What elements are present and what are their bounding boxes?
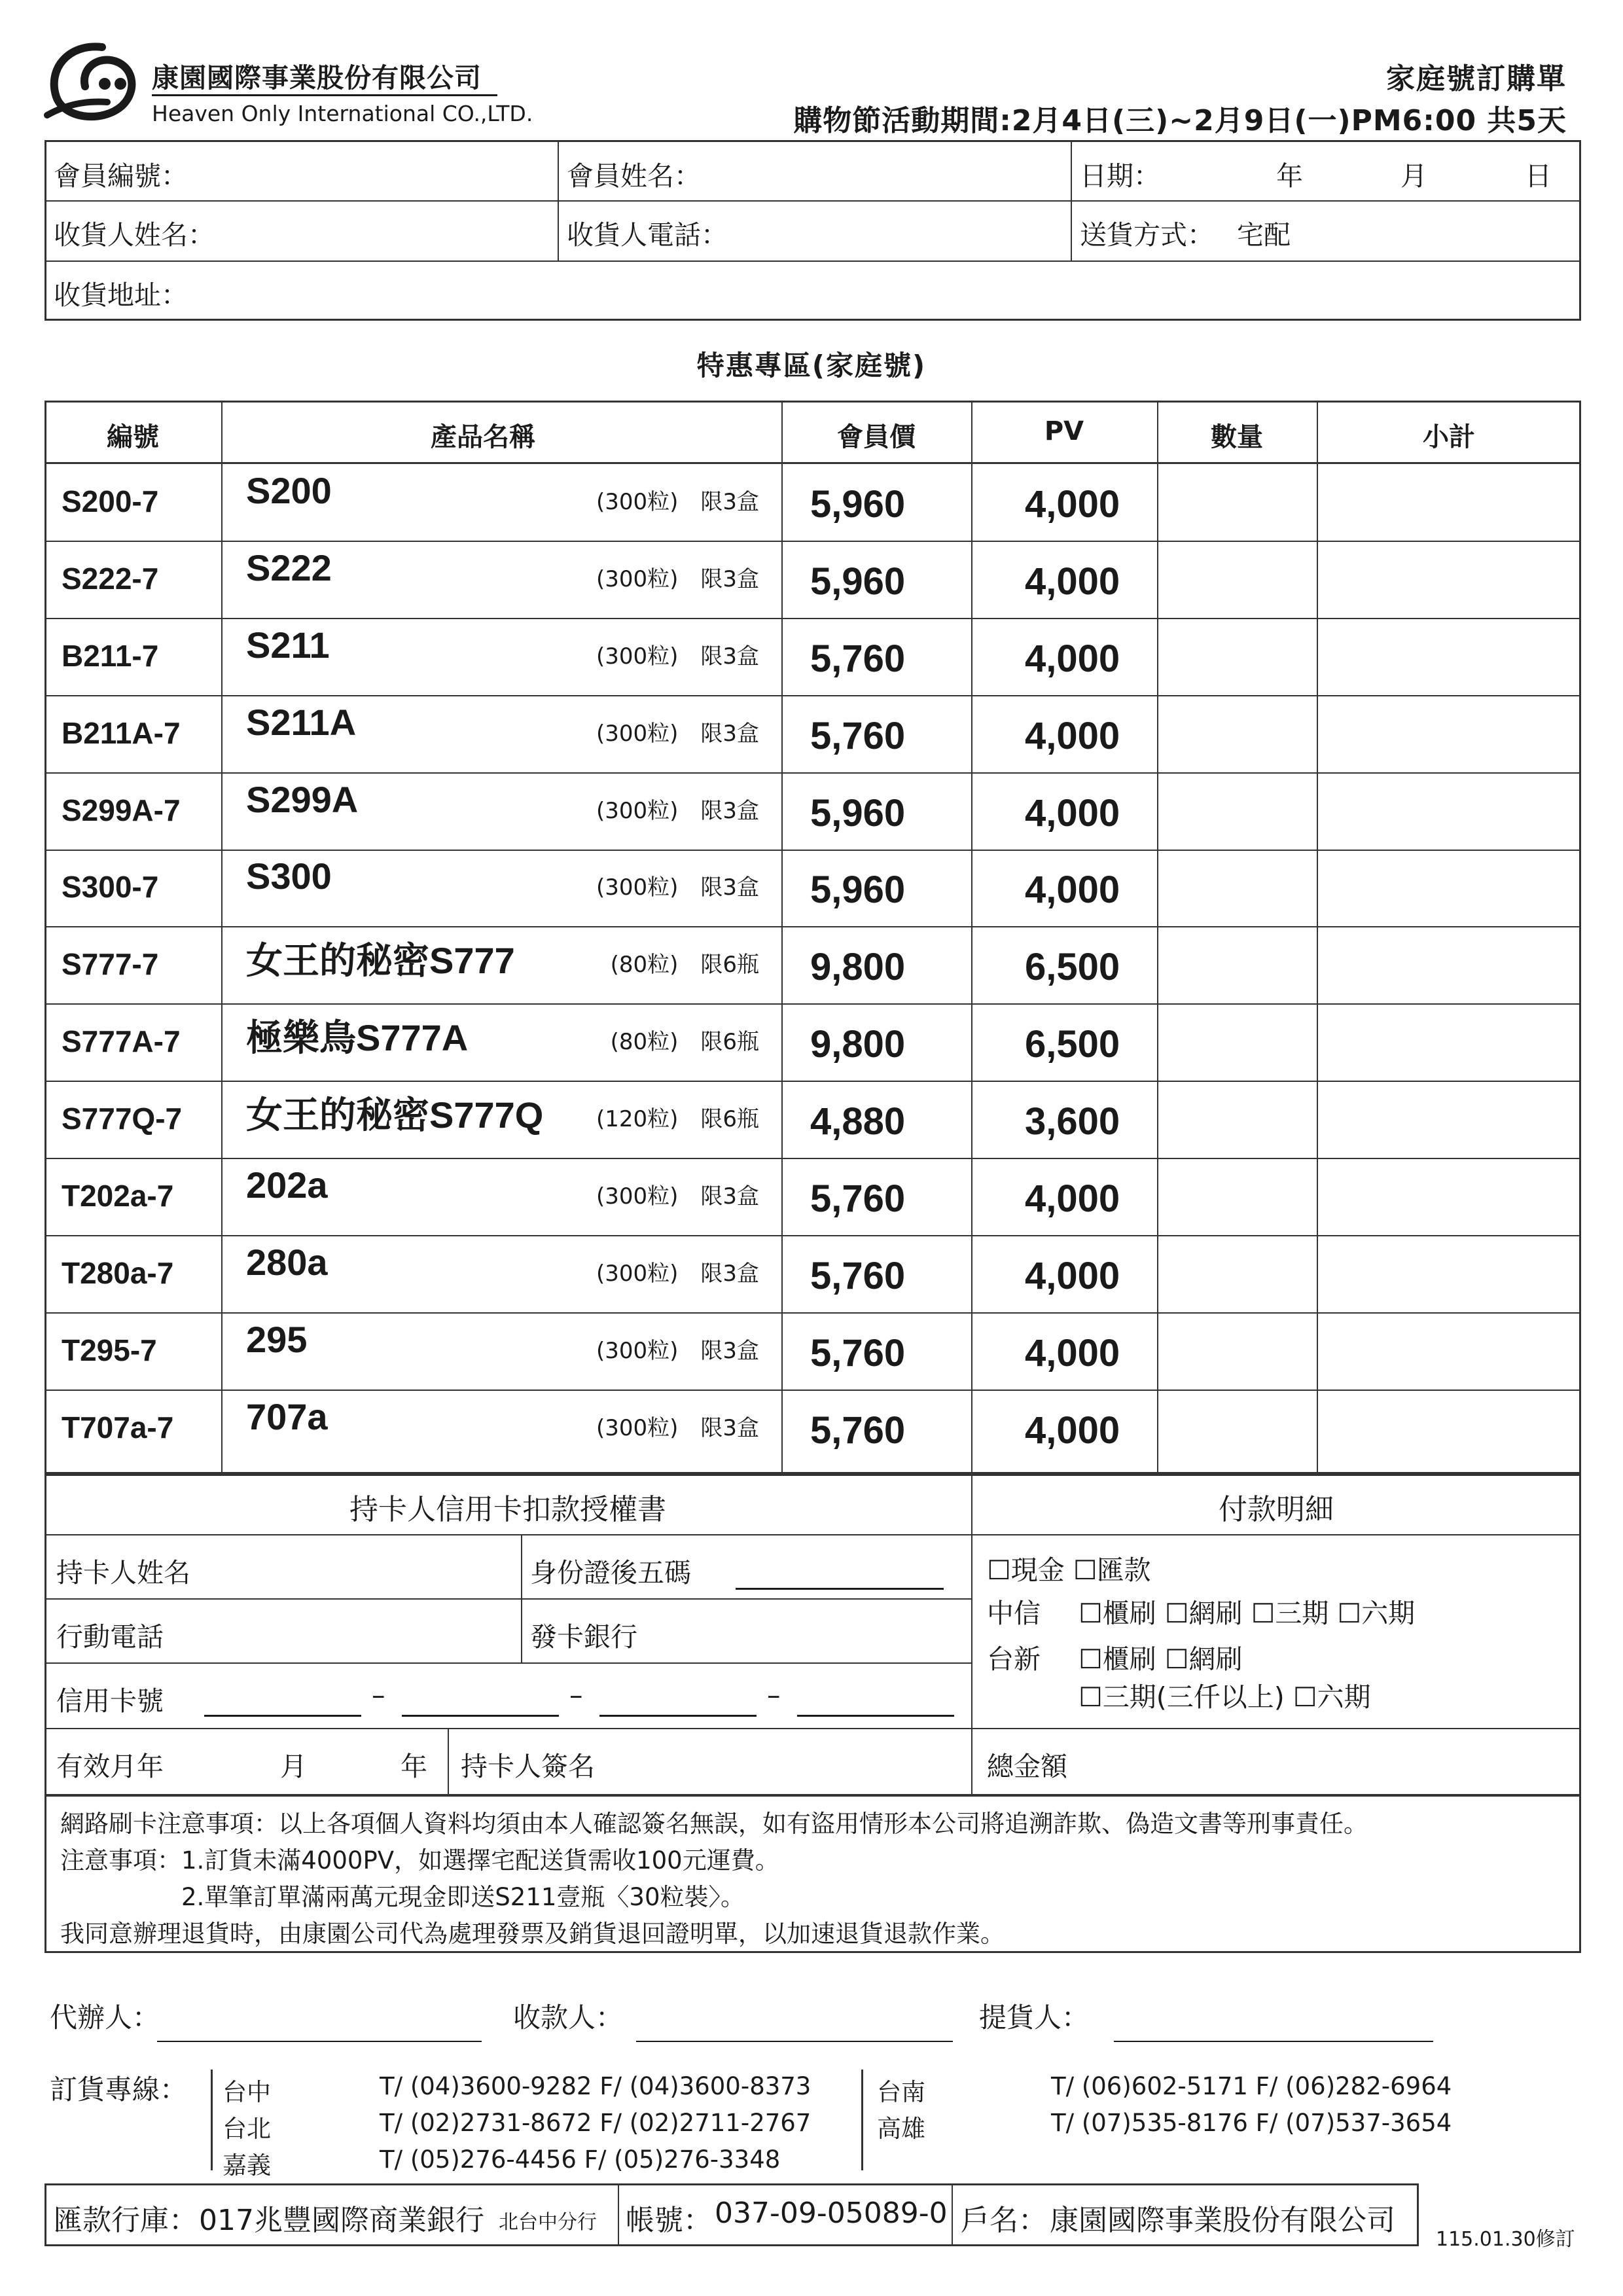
quantity-cell[interactable] — [1158, 1236, 1315, 1311]
product-name: S222 — [246, 547, 332, 588]
col-divider — [221, 401, 223, 1474]
hotline-city: 嘉義 — [223, 2151, 271, 2179]
quantity-cell[interactable] — [1158, 696, 1315, 771]
product-code: S222-7 — [62, 561, 159, 596]
hotline-contact: T/ (06)602-5171 F/ (06)282-6964 — [1051, 2072, 1452, 2100]
pv-value: 4,000 — [1025, 1331, 1120, 1374]
col-header-subtotal: 小計 — [1423, 422, 1475, 452]
quantity-cell[interactable] — [1158, 1005, 1315, 1079]
product-name: 女王的秘密S777 — [246, 940, 515, 982]
hotline-contact: T/ (07)535-8176 F/ (07)537-3654 — [1051, 2109, 1452, 2137]
product-code: S777-7 — [62, 947, 159, 982]
member-price: 5,760 — [810, 1254, 906, 1297]
hotline-city: 台南 — [877, 2078, 925, 2106]
quantity-cell[interactable] — [1158, 851, 1315, 925]
product-name: 280a — [246, 1241, 328, 1283]
col-header-price: 會員價 — [837, 422, 916, 452]
product-limit: (300粒) 限3盒 — [596, 1183, 759, 1210]
product-limit: (300粒) 限3盒 — [596, 488, 759, 515]
divider — [45, 1598, 971, 1600]
subtotal-cell[interactable] — [1318, 1391, 1580, 1465]
bank-name: 017兆豐國際商業銀行 — [199, 2204, 484, 2237]
product-limit: (300粒) 限3盒 — [596, 1414, 759, 1441]
notes-gift: 2.單筆訂單滿兩萬元現金即送S211壹瓶〈30粒裝〉。 — [60, 1883, 745, 1911]
divider — [558, 140, 559, 262]
member-price: 5,960 — [810, 869, 906, 912]
notes-shipping: 注意事項：1.訂貨未滿4000PV，如選擇宅配送貨需收100元運費。 — [60, 1846, 779, 1874]
divider — [45, 1728, 1581, 1729]
card-number-input-3[interactable] — [599, 1715, 757, 1717]
company-name-divider — [152, 94, 497, 96]
date-month-label: 月 — [1400, 160, 1427, 192]
col-header-name: 產品名稱 — [431, 422, 535, 452]
member-price: 9,800 — [810, 946, 906, 989]
hotline-divider — [211, 2070, 213, 2170]
col-header-code: 編號 — [107, 422, 159, 452]
divider — [521, 1534, 522, 1662]
pv-value: 4,000 — [1025, 714, 1120, 757]
product-limit: (300粒) 限3盒 — [596, 874, 759, 901]
pv-value: 6,500 — [1025, 946, 1120, 989]
product-limit: (300粒) 限3盒 — [596, 1260, 759, 1287]
pickup-signature-line[interactable] — [1114, 2041, 1433, 2042]
product-limit: (300粒) 限3盒 — [596, 720, 759, 747]
authorization-title: 持卡人信用卡扣款授權書 — [349, 1493, 666, 1526]
hotline-divider — [861, 2070, 863, 2170]
card-number-input-1[interactable] — [204, 1715, 361, 1717]
subtotal-cell[interactable] — [1318, 619, 1580, 694]
member-price: 4,880 — [810, 1100, 906, 1143]
product-name: 295 — [246, 1318, 308, 1360]
product-name: S211A — [246, 701, 357, 743]
account-number: 037-09-05089-0 — [715, 2197, 948, 2230]
member-price: 5,760 — [810, 1177, 906, 1221]
quantity-cell[interactable] — [1158, 1314, 1315, 1388]
product-code: B211A-7 — [62, 715, 181, 750]
subtotal-cell[interactable] — [1318, 927, 1580, 1002]
pickup-label: 提貨人： — [979, 2001, 1090, 2034]
cardholder-name-field[interactable]: 持卡人姓名 — [56, 1557, 190, 1588]
member-price: 9,800 — [810, 1023, 906, 1066]
revision-date: 115.01.30修訂 — [1436, 2228, 1575, 2251]
subtotal-cell[interactable] — [1318, 542, 1580, 617]
subtotal-cell[interactable] — [1318, 851, 1580, 925]
address-field[interactable]: 收貨地址： — [54, 279, 188, 311]
hotline-contact: T/ (04)3600-9282 F/ (04)3600-8373 — [380, 2072, 812, 2100]
bank-branch: 北台中分行 — [499, 2211, 597, 2234]
hotline-city: 台北 — [223, 2115, 271, 2143]
product-name: S200 — [246, 469, 332, 511]
logo-dot-2 — [115, 78, 126, 90]
payment-cash-transfer-options[interactable]: ☐現金 ☐匯款 — [987, 1554, 1151, 1586]
product-code: S777Q-7 — [62, 1102, 183, 1136]
product-name: 202a — [246, 1164, 328, 1206]
company-name-cn: 康園國際事業股份有限公司 — [152, 62, 482, 94]
agent-signature-line[interactable] — [157, 2041, 482, 2042]
subtotal-cell[interactable] — [1318, 1005, 1580, 1079]
product-name: S211 — [246, 624, 330, 666]
subtotal-cell[interactable] — [1318, 774, 1580, 848]
divider — [1071, 140, 1072, 262]
product-code: S300-7 — [62, 870, 159, 905]
pv-value: 4,000 — [1025, 791, 1120, 834]
col-divider — [781, 401, 783, 1474]
pv-value: 4,000 — [1025, 482, 1120, 526]
hotline-label: 訂貨專線： — [50, 2073, 188, 2106]
card-number-dash: – — [372, 1679, 385, 1711]
pv-value: 4,000 — [1025, 869, 1120, 912]
product-limit: (80粒) 限6瓶 — [610, 1029, 759, 1056]
pv-value: 3,600 — [1025, 1100, 1120, 1143]
pv-value: 4,000 — [1025, 1254, 1120, 1297]
payee-label: 收款人： — [513, 2001, 624, 2034]
pv-value: 6,500 — [1025, 1023, 1120, 1066]
product-limit: (300粒) 限3盒 — [596, 1337, 759, 1364]
hotline-city: 台中 — [223, 2078, 271, 2106]
product-name: 707a — [246, 1395, 328, 1437]
company-name-en: Heaven Only International CO.,LTD. — [152, 101, 533, 126]
member-number-field[interactable]: 會員編號： — [54, 160, 188, 192]
id-last5-label: 身份證後五碼 — [530, 1557, 691, 1588]
product-limit: (120粒) 限6瓶 — [596, 1106, 759, 1133]
hotline-contact: T/ (05)276-4456 F/ (05)276-3348 — [380, 2145, 781, 2174]
event-period: 購物節活動期間:2月4日(三)~2月9日(一)PM6:00 共5天 — [793, 104, 1567, 137]
product-code: T707a-7 — [62, 1410, 174, 1444]
product-code: S777A-7 — [62, 1024, 181, 1059]
header-divider — [45, 462, 1581, 464]
card-number-label: 信用卡號 — [56, 1685, 164, 1717]
product-limit: (300粒) 限3盒 — [596, 797, 759, 824]
total-amount-field[interactable]: 總金額 — [987, 1751, 1067, 1782]
quantity-cell[interactable] — [1158, 1159, 1315, 1234]
date-year-label: 年 — [1276, 160, 1303, 192]
col-header-pv: PV — [1044, 416, 1084, 446]
member-price: 5,760 — [810, 714, 906, 757]
company-logo — [42, 38, 147, 130]
delivery-method-label: 送貨方式： — [1080, 219, 1214, 251]
divider — [618, 2183, 619, 2246]
divider — [45, 1534, 1581, 1535]
issuing-bank-field[interactable]: 發卡銀行 — [530, 1621, 637, 1653]
product-code: T295-7 — [62, 1333, 157, 1367]
product-name: 極樂鳥S777A — [246, 1017, 469, 1059]
delivery-method-value: 宅配 — [1237, 219, 1291, 251]
divider — [952, 2183, 953, 2246]
product-name: S299A — [246, 778, 359, 820]
product-code: S299A-7 — [62, 793, 181, 827]
recipient-name-field[interactable]: 收貨人姓名： — [54, 219, 215, 251]
divider — [45, 260, 1581, 262]
bank2-label: 台新 — [987, 1643, 1041, 1675]
product-code: B211-7 — [62, 638, 159, 673]
card-number-input-2[interactable] — [402, 1715, 559, 1717]
card-number-dash: – — [569, 1679, 583, 1711]
product-name: 女王的秘密S777Q — [246, 1094, 544, 1136]
quantity-cell[interactable] — [1158, 774, 1315, 848]
pv-value: 4,000 — [1025, 560, 1120, 603]
quantity-cell[interactable] — [1158, 927, 1315, 1002]
member-price: 5,960 — [810, 482, 906, 526]
mobile-field[interactable]: 行動電話 — [56, 1621, 164, 1653]
card-number-dash: – — [767, 1679, 781, 1711]
logo-dot-1 — [99, 78, 111, 90]
bank2-installment-options[interactable]: ☐三期(三仟以上) ☐六期 — [1079, 1681, 1371, 1713]
col-header-qty: 數量 — [1211, 422, 1263, 452]
product-code: T280a-7 — [62, 1255, 174, 1290]
agent-label: 代辦人： — [50, 2001, 160, 2034]
product-limit: (300粒) 限3盒 — [596, 565, 759, 592]
pv-value: 4,000 — [1025, 637, 1120, 680]
subtotal-cell[interactable] — [1318, 1236, 1580, 1311]
member-price: 5,960 — [810, 791, 906, 834]
member-price: 5,760 — [810, 1408, 906, 1452]
form-title: 家庭號訂購單 — [1386, 62, 1567, 96]
col-divider — [971, 401, 972, 1474]
payee-signature-line[interactable] — [636, 2041, 953, 2042]
subtotal-cell[interactable] — [1318, 1159, 1580, 1234]
date-field[interactable]: 日期： — [1080, 160, 1160, 192]
bank1-options[interactable]: ☐櫃刷 ☐網刷 ☐三期 ☐六期 — [1079, 1598, 1416, 1629]
bank-label: 匯款行庫： — [54, 2204, 198, 2237]
hotline-contact: T/ (02)2731-8672 F/ (02)2711-2767 — [380, 2109, 812, 2137]
account-holder-label: 戶名： — [961, 2204, 1047, 2237]
subtotal-cell[interactable] — [1318, 1082, 1580, 1157]
recipient-phone-field[interactable]: 收貨人電話： — [567, 219, 728, 251]
pv-value: 4,000 — [1025, 1408, 1120, 1452]
product-limit: (300粒) 限3盒 — [596, 643, 759, 670]
expiry-field[interactable]: 有效月年 — [56, 1751, 164, 1782]
divider — [448, 1728, 449, 1795]
payment-title: 付款明細 — [1219, 1493, 1334, 1526]
account-holder: 康園國際事業股份有限公司 — [1050, 2204, 1395, 2237]
notes-online-card: 網路刷卡注意事項：以上各項個人資料均須由本人確認簽名無誤，如有盜用情形本公司將追溯詐欺、偽造文書等刑事責任。 — [60, 1810, 1368, 1838]
account-label: 帳號： — [626, 2204, 712, 2237]
quantity-cell[interactable] — [1158, 1391, 1315, 1465]
subtotal-cell[interactable] — [1318, 1314, 1580, 1388]
section-title: 特惠專區(家庭號) — [696, 350, 927, 382]
quantity-cell[interactable] — [1158, 1082, 1315, 1157]
pv-value: 4,000 — [1025, 1177, 1120, 1221]
quantity-cell[interactable] — [1158, 542, 1315, 617]
subtotal-cell[interactable] — [1318, 696, 1580, 771]
member-price: 5,760 — [810, 637, 906, 680]
divider — [45, 1662, 971, 1664]
quantity-cell[interactable] — [1158, 619, 1315, 694]
card-number-input-4[interactable] — [797, 1715, 954, 1717]
bank1-label: 中信 — [987, 1598, 1041, 1629]
product-code: T202a-7 — [62, 1179, 174, 1213]
member-price: 5,760 — [810, 1331, 906, 1374]
member-info-box — [45, 140, 1581, 321]
bank2-options[interactable]: ☐櫃刷 ☐網刷 — [1079, 1643, 1243, 1675]
member-price: 5,960 — [810, 560, 906, 603]
divider — [45, 200, 1581, 202]
cardholder-signature-field[interactable]: 持卡人簽名 — [461, 1751, 595, 1782]
notes-return: 我同意辦理退貨時，由康園公司代為處理發票及銷貨退回證明單，以加速退貨退款作業。 — [60, 1920, 1005, 1948]
member-name-field[interactable]: 會員姓名： — [567, 160, 701, 192]
date-day-label: 日 — [1525, 160, 1552, 192]
expiry-year-label: 年 — [401, 1751, 427, 1782]
product-limit: (80粒) 限6瓶 — [610, 952, 759, 978]
subtotal-cell[interactable] — [1318, 465, 1580, 539]
expiry-month-label: 月 — [280, 1751, 307, 1782]
product-name: S300 — [246, 855, 332, 897]
product-code: S200-7 — [62, 484, 159, 518]
hotline-city: 高雄 — [877, 2115, 925, 2143]
quantity-cell[interactable] — [1158, 465, 1315, 539]
id-last5-input[interactable] — [736, 1588, 944, 1590]
